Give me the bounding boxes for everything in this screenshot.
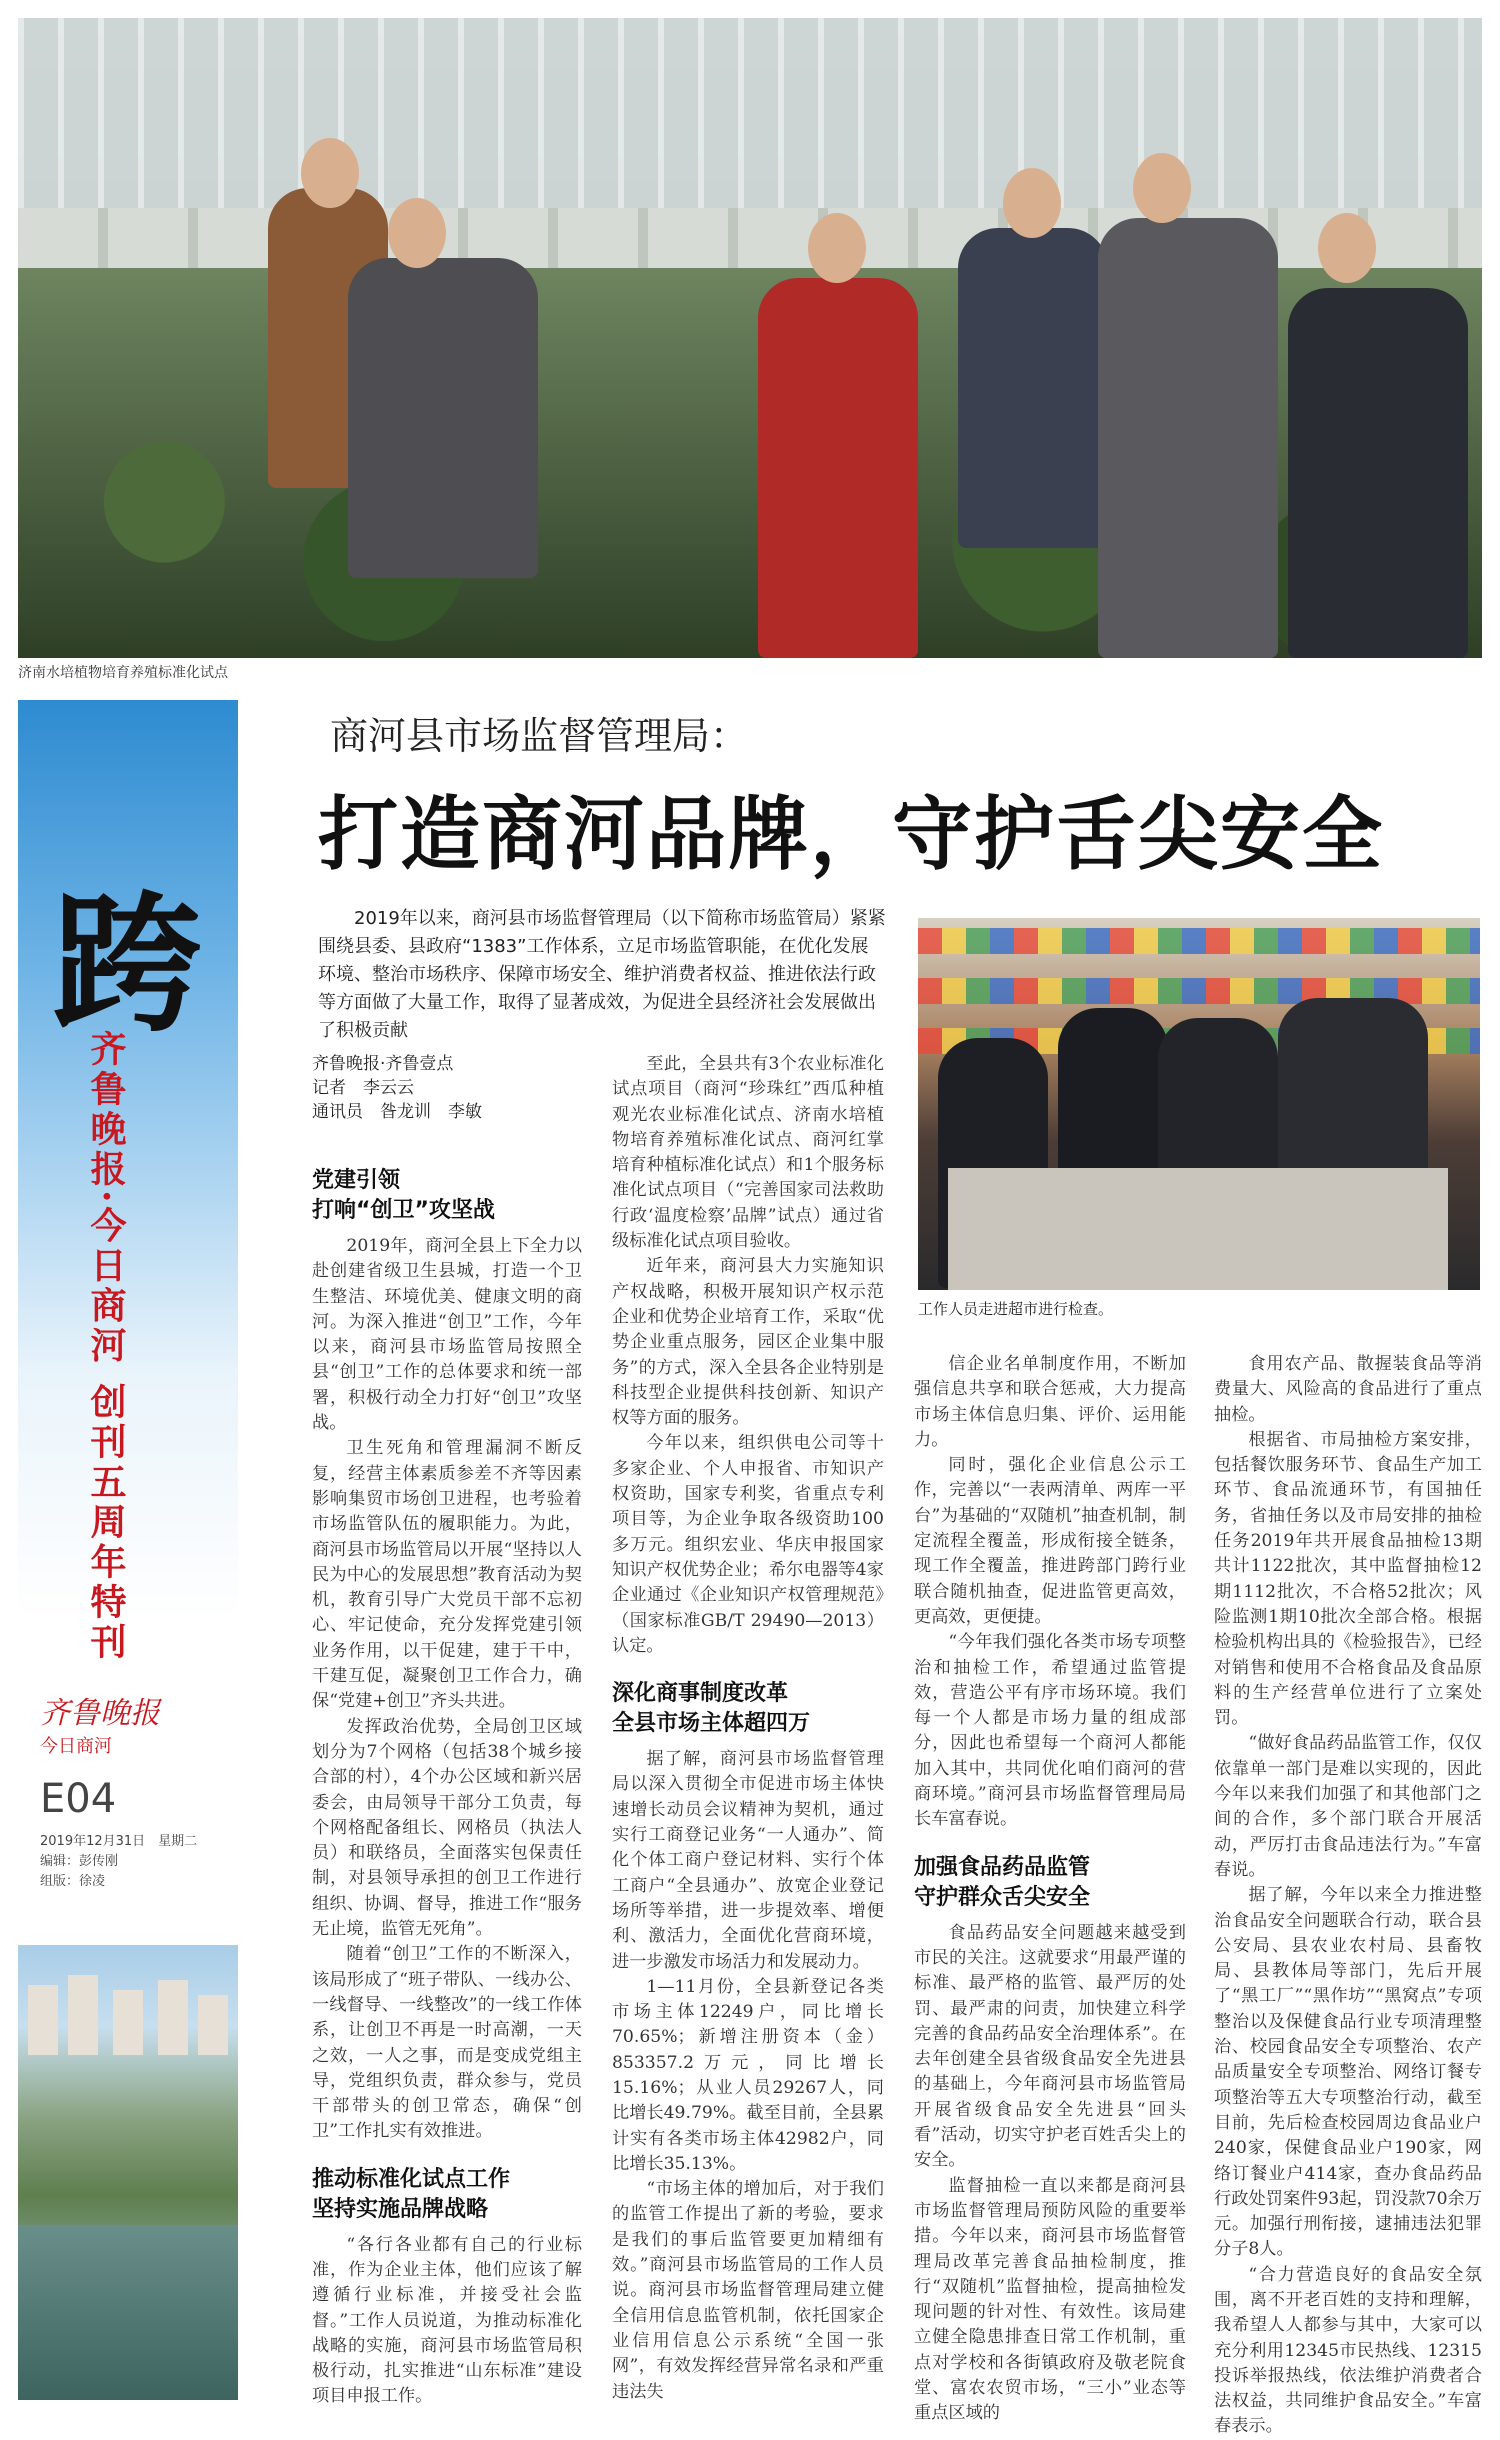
paragraph: 食品药品安全问题越来越受到市民的关注。这就要求“用最严谨的标准、最严格的监管、最严厉的处罚、最严肃的问责，加快建立科学完善的食品药品安全治理体系”。在去年创建全县省级食品安全先进县的基础上，今年商河县市场监管局开展省级食品安全先进县“回头看”活动，切实守护老百姓舌尖上的安全。 — [914, 1922, 1186, 2171]
paragraph: 据了解，商河县市场监督管理局以深入贯彻全市促进市场主体快速增长动员会议精神为契机，通过实行工商登记业务“一人通办”、简化个体工商户登记材料、实行个体工商户“全县通办”、放宽企业登记场所等举措，进一步提效率、增便利、激活力，全面优化营商环境，进一步激发市场活力和发展动力。 — [612, 1749, 884, 1972]
paragraph: “做好食品药品监管工作，仅仅依靠单一部门是难以实现的，因此今年以来我们加强了和其他部门之间的合作，多个部门联合开展活动，严厉打击食品违法行为。”车富春说。 — [1214, 1733, 1482, 1880]
person-figure — [958, 228, 1108, 548]
greenhouse-photo — [18, 18, 1482, 658]
person-head — [1003, 168, 1061, 238]
layout-credit: 组版：徐凌 — [40, 1874, 106, 1889]
paragraph: 1—11月份，全县新登记各类市场主体12249户，同比增长70.65%；新增注册资本（金）853357.2万元，同比增长15.16%；从业人员29267人，同比增长49.79%。截至目前，全县累计实有各类市场主体42982户，同比增长35.13%。 — [612, 1976, 884, 2174]
byline-source: 齐鲁晚报·齐鲁壹点 — [312, 1054, 454, 1074]
column-2 — [612, 1052, 884, 2405]
person-head — [808, 213, 866, 283]
column-1 — [312, 1160, 582, 2410]
column-3 — [914, 1352, 1186, 2427]
building — [28, 1985, 58, 2055]
person-head — [301, 138, 359, 208]
paragraph: 随着“创卫”工作的不断深入，该局形成了“班子带队、一线办公、一线督导、一线整改”的一线工作体系，让创卫不再是一时高潮，一天之效，一人之事，而是变成党组主导，党组织负责，群众参与，党员干部带头的创卫常态，确保“创卫”工作扎实有效推进。 — [312, 1944, 582, 2142]
inspection-table — [948, 1168, 1448, 1290]
subhead-commercial-reform: 深化商事制度改革 全县市场主体超四万 — [612, 1681, 811, 1737]
paragraph: 今年以来，组织供电公司等十多家企业、个人申报省、市知识产权资助，国家专利奖，省重点专利项目等，为企业争取各级资助100多万元。组织宏业、华庆申报国家知识产权优势企业；希尔电器等4家企业通过《企业知识产权管理规范》（国家标准GB/T 29490—2013）认定。 — [612, 1433, 884, 1656]
supermarket-inspection-photo — [918, 918, 1480, 1290]
byline-correspondents: 通讯员 昝龙训 李敏 — [312, 1102, 482, 1122]
city-aerial-photo — [18, 1945, 238, 2400]
paragraph: 近年来，商河县大力实施知识产权战略，积极开展知识产权示范企业和优势企业培育工作，采取“优势企业重点服务，园区企业集中服务”的方式，深入全县各企业特别是科技型企业提供科技创新、知识产权等方面的服务。 — [612, 1256, 884, 1429]
byline-reporter: 记者 李云云 — [312, 1078, 414, 1098]
banner-big-character: 跨 — [52, 877, 203, 1053]
shelf — [918, 928, 1480, 954]
paragraph: “今年我们强化各类市场专项整治和抽检工作，希望通过监管提效，营造公平有序市场环境。我们每一个人都是市场力量的组成部分，因此也希望每一个商河人都能加入其中，共同优化咱们商河的营商环境。”商河县市场监督管理局局长车富春说。 — [914, 1632, 1186, 1830]
building — [158, 1980, 188, 2055]
paragraph: 发挥政治优势，全局创卫区域划分为7个网格（包括38个城乡接合部的村），4个办公区域和新兴居委会，由局领导干部分工负责，每个网格配备组长、网格员（执法人员）和联络员，全面落实包保责任制，对县领导承担的创卫工作进行组织、协调、督导，推进工作“服务无止境，监管无死角”。 — [312, 1716, 582, 1940]
paragraph: “市场主体的增加后，对于我们的监管工作提出了新的考验，要求是我们的事后监管要更加精细有效。”商河县市场监管局的工作人员说。商河县市场监督管理局建立健全信用信息监管机制，依托国家企业信用信息公示系统“全国一张网”，有效发挥经营异常名录和严重违法失 — [612, 2179, 884, 2402]
issue-date: 2019年12月31日 星期二 — [40, 1834, 198, 1849]
building — [198, 1995, 228, 2055]
person-figure — [758, 278, 918, 658]
paragraph: 食用农产品、散握装食品等消费量大、风险高的食品进行了重点抽检。 — [1214, 1354, 1482, 1425]
article-lead: 2019年以来，商河县市场监督管理局（以下简称市场监管局）紧紧围绕县委、县政府“1383”工作体系，立足市场监管职能，在优化发展环境、整治市场秩序、保障市场安全、维护消费者权益、推进依法行政等方面做了大量工作，取得了显著成效，为促进全县经济社会发展做出了积极贡献 — [318, 908, 886, 1041]
paragraph: 监督抽检一直以来都是商河县市场监督管理局预防风险的重要举措。今年以来，商河县市场监督管理局改革完善食品抽检制度，推行“双随机”监督抽检，提高抽检发现问题的针对性、有效性。该局建立健全隐患排查日常工作机制，重点对学校和各街镇政府及敬老院食堂、富农农贸市场，“三小”业态等重点区域的 — [914, 2175, 1186, 2424]
person-head — [1318, 213, 1376, 283]
subhead-standardization: 推动标准化试点工作 坚持实施品牌战略 — [312, 2166, 511, 2222]
building — [113, 1990, 143, 2055]
paragraph: 信企业名单制度作用，不断加强信息共享和联合惩戒，大力提高市场主体信息归集、评价、运用能力。 — [914, 1354, 1186, 1450]
paragraph: 根据省、市局抽检方案安排，包括餐饮服务环节、食品生产加工环节、食品流通环节，有国抽任务，省抽任务以及市局安排的抽检任务2019年共开展食品抽检13期共计1122批次，其中监督抽检12期1112批次，不合格52批次；风险监测1期10批次全部合格。根据检验机构出具的《检验报告》，已经对销售和使用不合格食品及食品原料的生产经营单位进行了立案处罚。 — [1214, 1429, 1482, 1729]
person-head — [388, 198, 446, 268]
top-photo-caption: 济南水培植物培育养殖标准化试点 — [18, 665, 228, 681]
article-headline: 打造商河品牌，守护舌尖安全 — [318, 788, 1384, 881]
byline — [312, 1052, 582, 1124]
person-figure — [1288, 288, 1468, 658]
editor-credit: 编辑：彭传刚 — [40, 1854, 119, 1869]
subhead-party-building: 党建引领 打响“创卫”攻坚战 — [312, 1168, 495, 1223]
person-head — [1133, 153, 1191, 223]
greenhouse-roof — [18, 18, 1482, 208]
mid-photo-caption: 工作人员走进超市进行检查。 — [918, 1300, 1114, 1318]
section-name: 今日商河 — [40, 1736, 112, 1757]
building — [68, 1975, 98, 2055]
lake — [18, 2225, 238, 2400]
person-figure — [1098, 218, 1278, 658]
paragraph: 据了解，今年以来全力推进整治食品安全问题联合行动，联合县公安局、县农业农村局、县畜牧局、县教体局等部门，先后开展了“黑工厂”“黑作坊”“黑窝点”专项整治以及保健食品行业专项清理整治、校园食品安全专项整治、农产品质量安全专项整治、网络订餐专项整治等五大专项整治行动，截至目前，先后检查校园周边食品业户240家，保健食品业户190家，网络订餐业户414家，查办食品药品行政处罚案件93起，罚没款70余万元。加强行刑衔接，逮捕违法犯罪分子8人。 — [1214, 1885, 1482, 2260]
person-figure — [348, 258, 538, 578]
paragraph: “各行各业都有自己的行业标准，作为企业主体，他们应该了解遵循行业标准，并接受社会监督。”工作人员说道，为推动标准化战略的实施，商河县市场监管局积极行动，扎实推进“山东标准”建设项目申报工作。 — [312, 2234, 582, 2407]
paragraph: 同时，强化企业信息公示工作，完善以“一表两清单、两库一平台”为基础的“双随机”抽查机制，制定流程全覆盖，形成衔接全链条，现工作全覆盖，推进跨部门跨行业联合随机抽查，促进监管更高效，更高效，更便捷。 — [914, 1455, 1186, 1627]
article-kicker: 商河县市场监督管理局： — [330, 714, 749, 758]
subhead-food-safety: 加强食品药品监管 守护群众舌尖安全 — [914, 1854, 1091, 1910]
banner-vertical-title: 齐鲁晚报·今日商河 创刊五周年特刊 — [85, 1030, 127, 1664]
paragraph: “合力营造良好的食品安全氛围，离不开老百姓的支持和理解，我希望人人都参与其中，大家可以充分利用12345市民热线、12315投诉举报热线，依法维护消费者合法权益，共同维护食品安全。”车富春表示。 — [1214, 2264, 1482, 2437]
column-4 — [1214, 1352, 1482, 2440]
paragraph: 至此，全县共有3个农业标准化试点项目（商河“珍珠红”西瓜种植观光农业标准化试点、济南水培植物培育养殖标准化试点、商河红掌培育种植标准化试点）和1个服务标准化试点项目（“完善国家司法救助行政‘温度检察’品牌”试点）通过省级标准化试点项目验收。 — [612, 1054, 884, 1252]
paragraph: 2019年，商河全县上下全力以赴创建省级卫生县城，打造一个卫生整洁、环境优美、健康文明的商河。为深入推进“创卫”工作，今年以来，商河县市场监管局按照全县“创卫”工作的总体要求和统一部署，积极行动全力打好“创卫”攻坚战。 — [312, 1236, 582, 1434]
newspaper-logo: 齐鲁晚报 — [40, 1696, 160, 1731]
page-number: E04 — [40, 1776, 117, 1822]
paragraph: 卫生死角和管理漏洞不断反复，经营主体素质参差不齐等因素影响集贸市场创卫进程，也考验着市场监管队伍的履职能力。为此，商河县市场监管局以开展“坚持以人民为中心的发展思想”教育活动为契机，教育引导广大党员干部不忘初心、牢记使命，充分发挥党建引领业务作用，以干促建，建于干中，干建互促，凝聚创卫工作合力，确保“党建+创卫”齐头共进。 — [312, 1438, 582, 1712]
